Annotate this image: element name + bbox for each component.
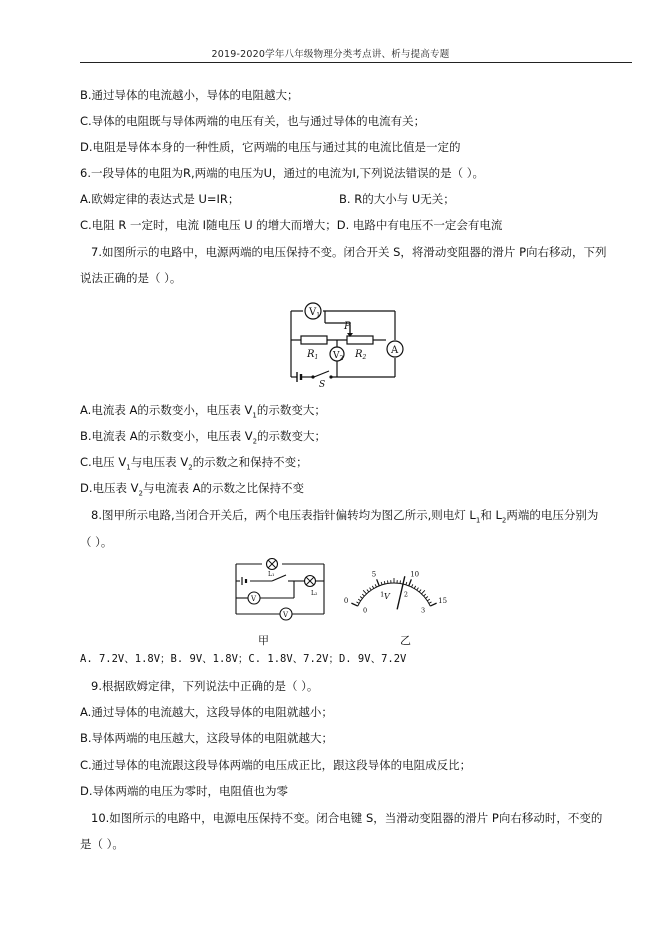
meter-outer-label: 5 [371, 570, 377, 579]
meter-tick [367, 590, 369, 592]
svg-text:V1: $V_1$ [309, 307, 321, 319]
meter-tick [406, 582, 407, 585]
fig-caption-right: 乙 [400, 634, 411, 647]
q9-option-d: D.导体两端的电压为零时，电阻值也为零 [80, 784, 289, 798]
meter-tick [384, 581, 385, 584]
meter-tick [358, 599, 360, 601]
q10-stem-line2: 是（ ）。 [80, 837, 124, 851]
q8-stem-line1: 8.图甲所示电路,当闭合开关后，两个电压表指针偏转均为图乙所示,则电灯 $L_1$和 $L_2$两端的电压分别为 [91, 508, 599, 525]
meter-tick [363, 590, 366, 594]
svg-text:R1: $R_1$ [307, 349, 319, 361]
meter-tick [370, 588, 372, 590]
meter-tick [360, 597, 362, 599]
meter-tick [362, 594, 364, 596]
meter-outer-label: 0 [343, 597, 349, 606]
meter-tick [351, 603, 357, 606]
svg-text:P: P [344, 321, 351, 332]
meter-tick [430, 603, 436, 606]
meter-unit-label: V [384, 592, 390, 601]
meter-tick [429, 602, 432, 603]
meter-tick [414, 586, 416, 589]
svg-text:V2: $V_2$ [333, 351, 344, 362]
meter-inner-label: 3 [421, 606, 426, 615]
meter-tick [426, 597, 428, 599]
meter-tick [381, 582, 382, 585]
meter-tick [375, 584, 376, 587]
svg-text:V: V [283, 611, 289, 619]
meter-tick [424, 594, 426, 596]
meter-outer-label: 10 [410, 570, 420, 579]
q8-circuit-diagram [232, 558, 332, 628]
q10-stem-line1: 10.如图所示的电路中，电源电压保持不变。闭合电键 S，当滑动变阻器的滑片 P向右移动时，不变的 [91, 811, 603, 825]
q7-option-a: A.电流表 A的示数变小，电压表 $V_1$的示数变大； [80, 403, 326, 420]
meter-arc [358, 583, 431, 606]
meter-tick [412, 584, 413, 587]
meter-tick [372, 586, 374, 589]
q9-option-c: C.通过导体的电流跟这段导体两端的电压成正比，跟这段导体的电阻成反比； [80, 758, 472, 772]
svg-text:V: V [251, 595, 257, 603]
meter-outer-label: 15 [438, 597, 448, 606]
q7-option-b: B.电流表 A的示数变小，电压表 $V_2$的示数变大； [80, 429, 327, 446]
svg-text:S: S [319, 380, 326, 387]
q7-option-c: C.电压 $V_1$与电压表 $V_2$的示数之和保持不变； [80, 455, 308, 472]
q6-option-cd: C.电阻 R 一定时，电流 I随电压 U 的增大而增大；D. 电路中有电压不一定会有电流 [80, 218, 503, 232]
meter-tick [419, 590, 421, 592]
meter-inner-label: 1 [380, 590, 385, 599]
q9-stem: 9.根据欧姆定律，下列说法中正确的是（ ）。 [91, 679, 319, 693]
q7-stem-line1: 7.如图所示的电路中，电源两端的电压保持不变。闭合开关 S，将滑动变阻器的滑片 P向右移动，下列 [91, 245, 607, 259]
q6-stem: 6.一段导体的电阻为R,两端的电压为U，通过的电流为I,下列说法错误的是（ ）。 [80, 166, 484, 180]
r1-resistor [301, 336, 327, 344]
q5-option-b: B.通过导体的电流越小，导体的电阻越大； [80, 88, 299, 102]
svg-text:L₁: L₁ [268, 571, 275, 578]
meter-tick [417, 588, 419, 590]
svg-text:R2: $R_2$ [355, 349, 367, 361]
q5-option-d: D.电阻是导体本身的一种性质，它两端的电压与通过其的电流比值是一定的 [80, 140, 461, 154]
q5-option-c: C.导体的电阻既与导体两端的电压有关，也与通过导体的电流有关； [80, 114, 426, 128]
svg-text:A: A [391, 345, 399, 356]
svg-text:L₂: L₂ [311, 590, 318, 597]
page-header: 2019-2020学年八年级物理分类考点讲、析与提高专题 [211, 49, 450, 60]
meter-tick [357, 602, 360, 603]
q7-circuit-diagram [283, 299, 408, 387]
header-rule [80, 62, 632, 63]
meter-inner-label: 2 [403, 590, 408, 599]
meter-tick [377, 579, 380, 586]
q8-options: A. 7.2V、1.8V；B. 9V、1.8V；C. 1.8V、7.2V；D. 9V、7.2V [80, 653, 407, 665]
meter-tick [409, 579, 412, 586]
r2-resistor [347, 336, 373, 344]
q9-option-b: B.导体两端的电压越大，这段导体的电阻就越大； [80, 731, 334, 745]
q6-option-a: A.欧姆定律的表达式是 U=IR； [80, 192, 240, 206]
q6-option-b: B. R的大小与 U无关； [339, 192, 455, 206]
q7-stem-line2: 说法正确的是（ ）。 [80, 271, 182, 285]
meter-tick [421, 590, 424, 594]
q7-option-d: D.电压表 $V_2$与电流表 A的示数之比保持不变 [80, 481, 305, 498]
q8-stem-line2: （ ）。 [80, 535, 113, 549]
q8-voltmeter-dial [334, 561, 454, 621]
meter-tick [427, 599, 429, 601]
meter-inner-label: 0 [362, 606, 368, 615]
q9-option-a: A.通过导体的电流越大，这段导体的电阻就越小； [80, 705, 333, 719]
fig-caption-left: 甲 [258, 634, 269, 647]
